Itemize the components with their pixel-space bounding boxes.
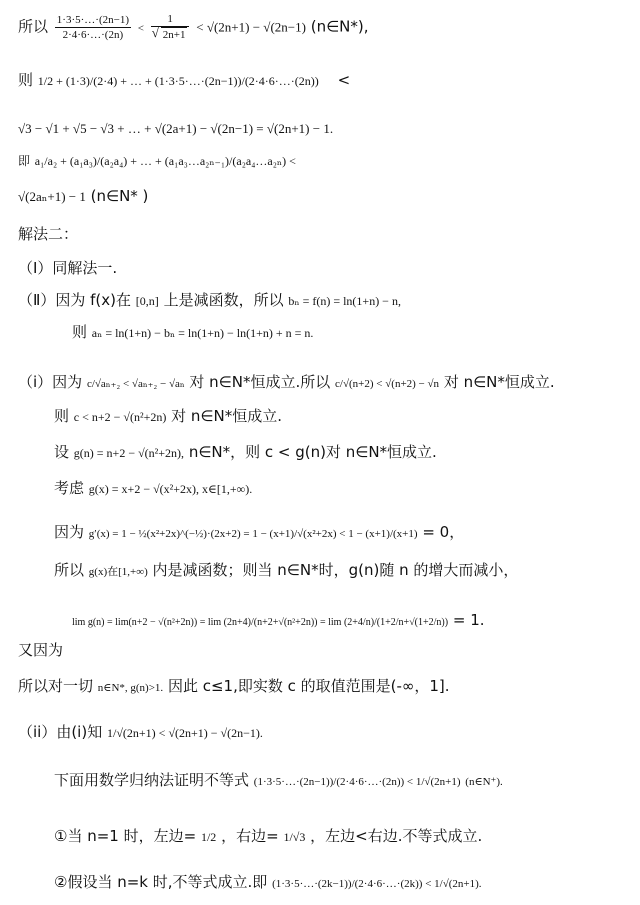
line-4 [18, 150, 296, 171]
text: 解法二： [18, 225, 79, 243]
line-16 [72, 610, 485, 633]
text: ，右边= [221, 827, 279, 845]
text: ②假设当 n=k 时,不等式成立.即 [54, 873, 268, 891]
text: 设 [54, 443, 70, 461]
text: （Ⅰ）同解法一. [18, 259, 118, 277]
line-14 [54, 522, 464, 544]
text: 考虑 [54, 479, 85, 497]
math: a₁/a₂ + (a₁a₃)/(a₂a₄) + … + (a₁a₃…a₂ₙ₋₁)/(a₂a₄…a₂ₙ) < [34, 154, 296, 168]
math: [0,n] [135, 294, 159, 308]
math: c/√(n+2) < √(n+2) − √n [335, 378, 440, 390]
text: 所以 [54, 561, 85, 579]
text: 则 [18, 71, 34, 89]
line-21 [54, 826, 482, 847]
line-11 [54, 406, 282, 427]
math: 1/√3 [283, 830, 306, 844]
line-2 [18, 70, 350, 91]
line-8 [18, 290, 401, 311]
text: (n∈N* ) [90, 187, 149, 205]
text: 对 n∈N*恒成立.所以 [189, 373, 331, 391]
text: 下面用数学归纳法证明不等式 [54, 771, 250, 789]
math: 1/2 [200, 830, 217, 844]
math: g′(x) = 1 − ½(x²+2x)^(−½)·(2x+2) = 1 − (x+1)/√(x²+2x) < 1 − (x+1)/(x+1) [88, 528, 418, 540]
math: lim g(n) = lim(n+2 − √(n²+2n)) = lim (2n+4)/(n+2+√(n²+2n)) = lim (2+4/n)/(1+2/n+√(1+2/n)) [72, 617, 449, 628]
line-9 [72, 322, 313, 343]
line-6 [18, 224, 78, 244]
math: 1/√(2n+1) < √(2n+1) − √(2n−1). [107, 726, 263, 740]
math: 1/2 + (1·3)/(2·4) + … + (1·3·5·…·(2n−1))/(2·4·6·…·(2n)) [37, 74, 319, 88]
text: （i）因为 [18, 373, 83, 391]
line-19 [18, 722, 263, 743]
math: c/√aₙ₊₂ < √aₙ₊₂ − √aₙ [86, 378, 185, 390]
math: (1·3·5·…·(2k−1))/(2·4·6·…·(2k)) < 1/√(2n+1). [272, 878, 482, 890]
line-12 [54, 442, 437, 463]
text: （Ⅱ）因为 f(x)在 [18, 291, 132, 309]
line-1: 所以 $\frac{1\cdot 3\cdot 5\cdot\dots\cdot(2n-1)}{2\cdot 4\cdot 6\cdot\dots\cdot(2n)}$ < 1 √ 2n+1 < √(2n+1) − √(2n−1) (n∈N*), [18, 12, 369, 42]
line-10 [18, 372, 555, 394]
line-20 [54, 770, 503, 792]
math: √(2aₙ+1) − 1 [18, 189, 86, 204]
line-13 [54, 478, 252, 499]
text: 又因为 [18, 641, 64, 659]
line-15 [54, 560, 518, 582]
fraction: 1 √ 2n+1 [151, 12, 190, 42]
text: 因为 [54, 523, 85, 541]
text: = 1. [452, 611, 485, 629]
math: c < n+2 − √(n²+2n) [73, 410, 167, 424]
text: 内是减函数；则当 n∈N*时，g(n)随 n 的增大而减小， [152, 561, 519, 579]
math: < √(2n+1) − √(2n−1) [196, 19, 306, 35]
text: < [337, 71, 351, 89]
text: ，左边<右边.不等式成立. [310, 827, 483, 845]
line-17 [18, 640, 63, 660]
math: √3 − √1 + √5 − √3 + … + √(2a+1) − √(2n−1) = √(2n+1) − 1. [18, 121, 334, 136]
math: aₙ = ln(1+n) − bₙ = ln(1+n) − ln(1+n) + n = n. [91, 326, 314, 340]
text: 则 [54, 407, 70, 425]
text: = 0， [422, 523, 465, 541]
fraction: $\frac{1\cdot 3\cdot 5\cdot\dots\cdot(2n-1)}{2\cdot 4\cdot 6\cdot\dots\cdot(2n)}$ [56, 13, 129, 41]
text: (n∈N*), [310, 17, 369, 36]
text: 因此 c≤1,即实数 c 的取值范围是(-∞，1]. [167, 677, 450, 695]
math: n∈N*, g(n)>1. [97, 682, 164, 694]
text: 所以对一切 [18, 677, 94, 695]
text: 即 [18, 154, 31, 168]
text: 则 [72, 323, 88, 341]
line-22 [54, 872, 482, 894]
math: bₙ = f(n) = ln(1+n) − n, [288, 294, 401, 308]
line-7 [18, 258, 117, 278]
text: (n∈N⁺). [465, 776, 503, 788]
math: g(x)在[1,+∞) [88, 566, 148, 578]
line-3 [18, 118, 333, 139]
line-18 [18, 676, 450, 698]
text: 所以 [18, 17, 49, 36]
math: g(n) = n+2 − √(n²+2n), [73, 446, 185, 460]
text: ①当 n=1 时，左边= [54, 827, 197, 845]
text: （ii）由(ⅰ)知 [18, 723, 103, 741]
text: 对 n∈N*恒成立. [171, 407, 282, 425]
math: g(x) = x+2 − √(x²+2x), x∈[1,+∞). [88, 482, 253, 496]
line-5 [18, 186, 148, 207]
text: 上是减函数，所以 [163, 291, 284, 309]
text: 对 n∈N*恒成立. [443, 373, 555, 391]
math: (1·3·5·…·(2n−1))/(2·4·6·…·(2n)) < 1/√(2n+1) [253, 776, 461, 788]
text: n∈N*，则 c < g(n)对 n∈N*恒成立. [188, 443, 437, 461]
